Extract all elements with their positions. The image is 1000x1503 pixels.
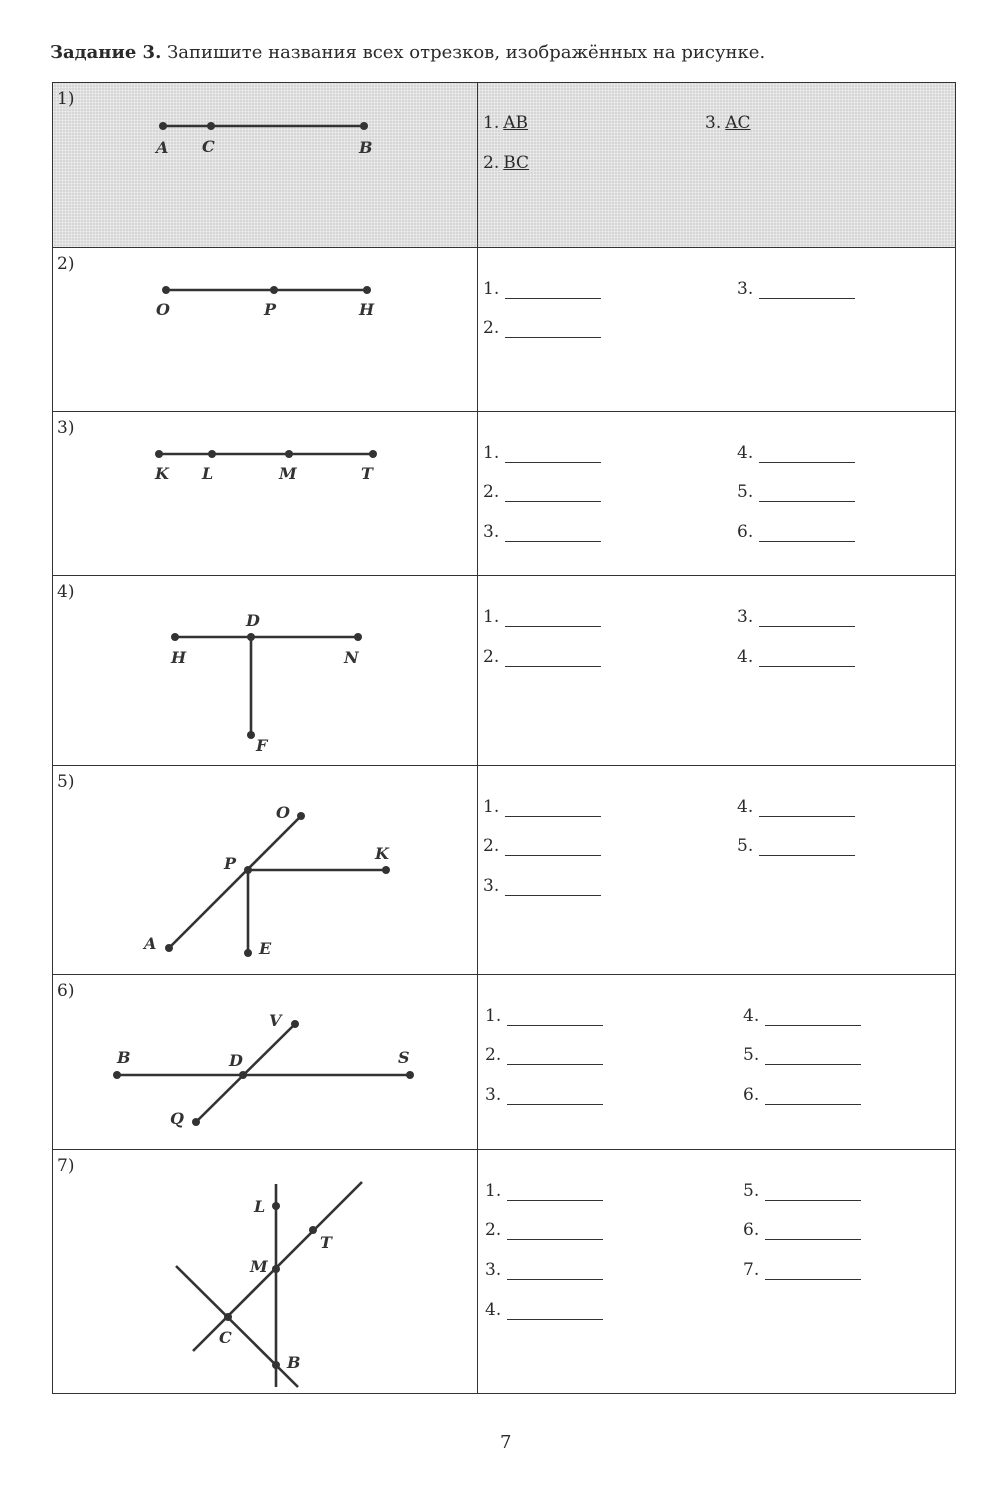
point-label: Q	[170, 1109, 184, 1128]
point-label: A	[156, 138, 169, 157]
page-number: 7	[500, 1432, 512, 1453]
point-label: A	[144, 934, 157, 953]
answer-slot[interactable]: 2.	[483, 482, 601, 502]
table-row	[52, 765, 956, 975]
answer-slot[interactable]: 6.	[737, 522, 855, 542]
point-label: F	[256, 736, 268, 755]
answer-slot[interactable]: 3.	[737, 607, 855, 627]
row-number: 4)	[57, 582, 75, 602]
point-label: D	[246, 611, 260, 630]
answer-slot[interactable]: 4.	[485, 1300, 603, 1320]
answer-slot[interactable]: 3.	[483, 522, 601, 542]
answer-slot[interactable]: 1.	[483, 797, 601, 817]
table-row	[52, 82, 956, 248]
figure-1	[53, 83, 477, 247]
point-label: L	[254, 1197, 266, 1216]
answer-slot[interactable]: 2.	[483, 318, 601, 338]
task-text: Запишите названия всех отрезков, изображённых на рисунке.	[167, 42, 766, 63]
point-label: L	[202, 464, 214, 483]
answer-slot[interactable]: 4.	[737, 443, 855, 463]
figure-3	[53, 412, 477, 575]
point-label: E	[259, 939, 272, 958]
answer-slot[interactable]: 3.	[737, 279, 855, 299]
table-row	[52, 974, 956, 1150]
answer-slot[interactable]: 5.	[743, 1045, 861, 1065]
answer-slot[interactable]: 1.	[483, 607, 601, 627]
figure-4	[53, 576, 477, 765]
answer-slot[interactable]: 5.	[737, 482, 855, 502]
point-label: C	[202, 137, 215, 156]
point-label: T	[361, 464, 373, 483]
figure-7	[53, 1150, 477, 1393]
point-label: H	[171, 648, 187, 667]
task-table	[52, 82, 958, 1394]
point-label: M	[279, 464, 297, 483]
answer-slot[interactable]: 4.	[737, 797, 855, 817]
point-label: K	[155, 464, 169, 483]
row-number: 5)	[57, 772, 75, 792]
point-label: B	[359, 138, 373, 157]
table-row	[52, 575, 956, 766]
answer-slot[interactable]: 1.	[485, 1181, 603, 1201]
answer-slot[interactable]: 7.	[743, 1260, 861, 1280]
answer-slot[interactable]: 2.	[485, 1220, 603, 1240]
figure-2	[53, 248, 477, 411]
table-row	[52, 247, 956, 412]
answer-slot[interactable]: 6.	[743, 1085, 861, 1105]
answer-slot[interactable]: 4.	[737, 647, 855, 667]
answer-slot[interactable]: 3.	[483, 876, 601, 896]
task-label: Задание 3.	[50, 42, 162, 63]
point-label: P	[264, 300, 277, 319]
answer-slot[interactable]: 4.	[743, 1006, 861, 1026]
point-label: H	[359, 300, 375, 319]
answer-slot[interactable]: 1.	[483, 443, 601, 463]
row-number: 2)	[57, 254, 75, 274]
figure-6	[53, 975, 477, 1149]
point-label: S	[398, 1048, 410, 1067]
answer-slot[interactable]: 1.	[485, 1006, 603, 1026]
point-label: O	[276, 803, 290, 822]
answer-slot[interactable]: 6.	[743, 1220, 861, 1240]
answer-slot[interactable]: 5.	[737, 836, 855, 856]
row-number: 7)	[57, 1156, 75, 1176]
answer-slot[interactable]: 1.	[483, 279, 601, 299]
point-label: D	[229, 1051, 243, 1070]
point-label: B	[117, 1048, 131, 1067]
answer-slot[interactable]: 2.	[485, 1045, 603, 1065]
figure-5	[53, 766, 477, 974]
point-label: N	[344, 648, 359, 667]
point-label: T	[320, 1233, 332, 1252]
point-label: B	[287, 1353, 301, 1372]
answer-item: 1. AB	[483, 113, 529, 133]
point-label: V	[269, 1011, 282, 1030]
table-row	[52, 1149, 956, 1394]
point-label: K	[375, 844, 389, 863]
point-label: O	[156, 300, 170, 319]
point-label: M	[250, 1257, 268, 1276]
point-label: C	[219, 1328, 232, 1347]
answer-slot[interactable]: 5.	[743, 1181, 861, 1201]
task-header	[50, 42, 765, 63]
answer-item: 3. AC	[705, 113, 751, 133]
answer-slot[interactable]: 3.	[485, 1260, 603, 1280]
answer-slot[interactable]: 2.	[483, 647, 601, 667]
point-label: P	[224, 854, 237, 873]
row-number: 3)	[57, 418, 75, 438]
row-number: 6)	[57, 981, 75, 1001]
row-number: 1)	[57, 89, 75, 109]
table-row	[52, 411, 956, 576]
answer-slot[interactable]: 2.	[483, 836, 601, 856]
answer-slot[interactable]: 3.	[485, 1085, 603, 1105]
answer-item: 2. BC	[483, 153, 530, 173]
